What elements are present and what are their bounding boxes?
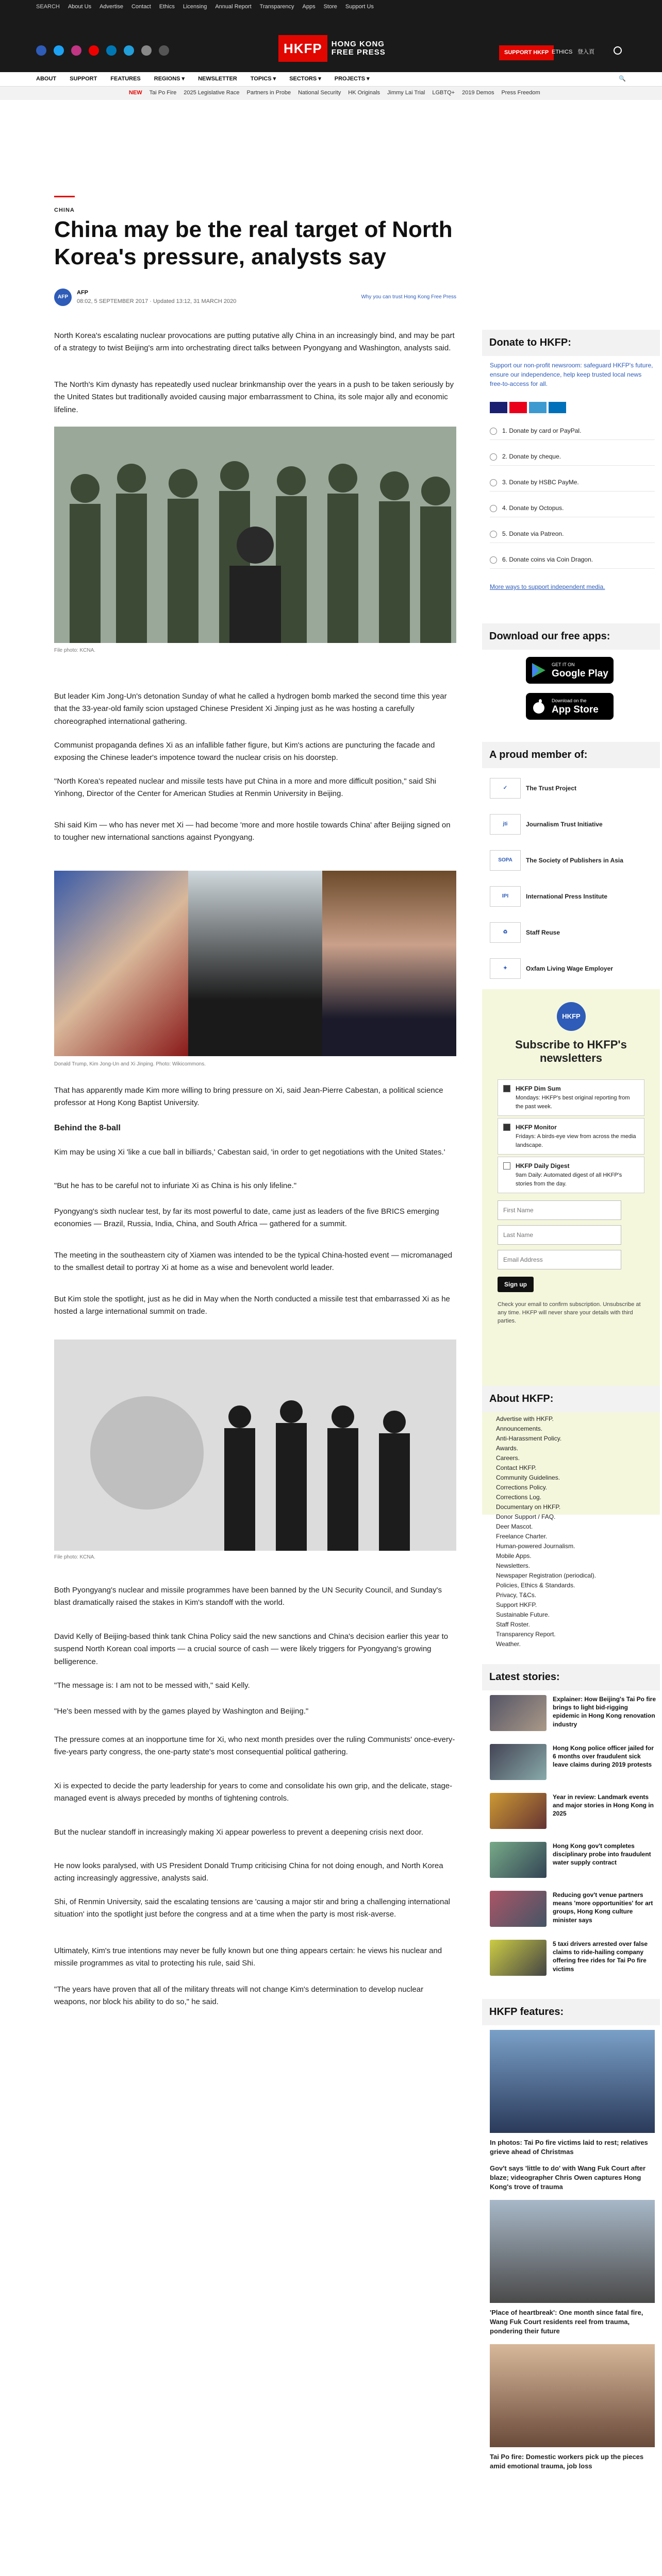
article-paragraph: The meeting in the southeastern city of Xiamen was intended to be the typical China-hosted event — micromanaged to the smallest detail to portray Xi at home as a wise and benevolent world leader. xyxy=(54,1251,453,1273)
mastercard-mini-icon xyxy=(509,402,527,413)
article-paragraph: He now looks paralysed, with US President Donald Trump criticising China for not doing enough, and North Korea acting increasingly aggressive, analysts said. xyxy=(54,1861,443,1883)
story-thumbnail xyxy=(490,1695,547,1731)
badge-caption: Download on the xyxy=(552,698,587,703)
nav-support[interactable]: SUPPORT xyxy=(70,75,97,82)
new-label: NEW xyxy=(129,90,142,96)
badge-caption: GET IT ON xyxy=(552,662,575,667)
publish-date: 08:02, 5 SEPTEMBER 2017 · Updated 13:12, 31 MARCH 2020 xyxy=(77,298,237,304)
trend-link[interactable]: Partners in Probe xyxy=(246,90,291,96)
radio-icon xyxy=(490,556,497,564)
site-logo[interactable] xyxy=(278,35,386,62)
about-link[interactable]: Transparency Report. xyxy=(496,1631,556,1638)
app-store-badge[interactable] xyxy=(526,693,614,720)
donate-option[interactable] xyxy=(490,500,655,517)
about-link[interactable]: Policies, Ethics & Standards. xyxy=(496,1582,575,1589)
nav-topics[interactable]: TOPICS ▾ xyxy=(250,75,276,82)
facebook-icon[interactable] xyxy=(36,45,46,56)
logo-text: HONG KONG FREE PRESS xyxy=(331,39,386,57)
paypal-mini-icon xyxy=(549,402,566,413)
article-paragraph: "He's been messed with by the games played by Washington and Beijing." xyxy=(54,1707,309,1716)
article-paragraph: "The message is: I am not to be messed with," said Kelly. xyxy=(54,1681,250,1690)
about-list xyxy=(490,1414,655,1649)
article-paragraph: But leader Kim Jong-Un's detonation Sunday of what he called a hydrogen bomb marked the second time this year that the 33-year-old family scion upstaged Chinese President Xi Jinping just as he was hosting a carefully choreographed international gathering. xyxy=(54,692,447,726)
story-title: Hong Kong police officer jailed for 6 months over fraudulent sick leave claims during 2019 protests xyxy=(553,1744,654,1769)
threads-icon[interactable] xyxy=(141,45,152,56)
article-paragraph: Shi said Kim — who has never met Xi — had become 'more and more hostile towards China' after Beijing signed on to tougher new international sanctions against Pyongyang. xyxy=(54,821,451,842)
article-paragraph: Kim may be using Xi 'like a cue ball in billiards,' Cabestan said, 'in order to get negotiations with the United States.' xyxy=(54,1148,445,1157)
radio-icon xyxy=(490,453,497,461)
topbar-link-transparency[interactable]: Transparency xyxy=(259,4,294,10)
about-link[interactable]: Newsletters. xyxy=(496,1562,531,1569)
article-paragraph: But the nuclear standoff in increasingly making Xi appear powerless to prevent a deepening crisis next door. xyxy=(54,1828,423,1837)
newsletter-logo: HKFP xyxy=(557,1002,586,1031)
donate-option-label: 2. Donate by cheque. xyxy=(502,453,561,461)
article-paragraph: North Korea's escalating nuclear provocations are putting putative ally China in an increasingly bind, and may be part of a strategy to twist Beijing's arm into orchestrating direct talks between Pyongyang and Washington, analysts said. xyxy=(54,331,455,353)
member-item[interactable] xyxy=(490,850,623,871)
member-item[interactable] xyxy=(490,958,613,979)
story-thumbnail xyxy=(490,1891,547,1927)
about-link[interactable]: Awards. xyxy=(496,1445,519,1452)
trend-link[interactable]: 2019 Demos xyxy=(462,90,494,96)
donate-intro[interactable]: Support our non-profit newsroom: safeguard HKFP's future, ensure our independence, help keep trusted local news free-to-access for all. xyxy=(490,362,653,387)
about-link[interactable]: Staff Roster. xyxy=(496,1621,530,1628)
youtube-icon[interactable] xyxy=(89,45,99,56)
newsletter-desc: Fridays: A birds-eye view from across the media landscape. xyxy=(516,1133,636,1148)
site-header xyxy=(0,14,662,72)
newsletter-name: HKFP Daily Digest xyxy=(516,1162,570,1170)
first-name-field[interactable] xyxy=(498,1200,621,1220)
radio-icon xyxy=(490,531,497,538)
newsletter-option[interactable] xyxy=(498,1118,644,1155)
story-thumbnail xyxy=(490,1744,547,1780)
about-link[interactable]: Privacy, T&Cs. xyxy=(496,1591,537,1599)
language-link[interactable]: 登入頁 xyxy=(577,49,594,55)
article-paragraph: Pyongyang's sixth nuclear test, by far its most powerful to date, came just as leaders of the five BRICS emerging economies — Brazil, Russia, India, China, and South Africa — gathered for a summit. xyxy=(54,1207,439,1229)
topbar-link-store[interactable]: Store xyxy=(323,4,337,10)
soldiers-photo xyxy=(54,427,456,643)
trend-link[interactable]: HK Originals xyxy=(348,90,380,96)
topbar-link-about[interactable]: About Us xyxy=(68,4,92,10)
about-link[interactable]: Donor Support / FAQ. xyxy=(496,1513,556,1520)
topbar-link-advertise[interactable]: Advertise xyxy=(100,4,123,10)
donate-option-label: 4. Donate by Octopus. xyxy=(502,504,564,512)
about-link[interactable]: Community Guidelines. xyxy=(496,1474,560,1481)
members-heading: A proud member of: xyxy=(482,742,660,768)
trust-link[interactable]: Why you can trust Hong Kong Free Press xyxy=(361,294,456,300)
search-icon[interactable] xyxy=(614,46,622,55)
apps-heading: Download our free apps: xyxy=(482,623,660,650)
trend-link[interactable]: National Security xyxy=(298,90,341,96)
email-field[interactable] xyxy=(498,1250,621,1269)
telegram-icon[interactable] xyxy=(124,45,134,56)
member-name: Oxfam Living Wage Employer xyxy=(526,964,613,972)
trump-photo xyxy=(54,871,188,1056)
newsletter-note: Check your email to confirm subscription. Unsubscribe at any time. HKFP will never share your details with third parties. xyxy=(498,1301,641,1324)
google-play-badge[interactable] xyxy=(526,657,614,684)
latest-story[interactable] xyxy=(490,1793,655,1834)
donate-option[interactable] xyxy=(490,474,655,492)
utility-bar xyxy=(0,0,662,14)
donate-option[interactable] xyxy=(490,551,655,569)
article-paragraph: Communist propaganda defines Xi as an infallible father figure, but Kim's actions are puncturing the facade and exposing the Chinese leader's impotence toward the nuclear crisis on his doorstep. xyxy=(54,741,435,762)
donate-option-label: 3. Donate by HSBC PayMe. xyxy=(502,479,579,486)
signup-button[interactable]: Sign up xyxy=(498,1277,534,1292)
topbar-link-annual[interactable]: Annual Report xyxy=(215,4,252,10)
topbar-link-contact[interactable]: Contact xyxy=(131,4,151,10)
radio-icon xyxy=(490,479,497,486)
ipi-icon: IPI xyxy=(490,886,521,907)
about-link[interactable]: Support HKFP. xyxy=(496,1601,537,1608)
member-item[interactable] xyxy=(490,778,576,799)
twitter-icon[interactable] xyxy=(54,45,64,56)
article-paragraph: Both Pyongyang's nuclear and missile programmes have been banned by the UN Security Council, and Sunday's blast dramatically raised the stakes in Kim's standoff with the world. xyxy=(54,1586,442,1607)
nav-search-icon[interactable]: 🔍 xyxy=(619,75,626,82)
donate-option[interactable] xyxy=(490,448,655,466)
member-name: Journalism Trust Initiative xyxy=(526,820,603,828)
newsletter-desc: Mondays: HKFP's best original reporting from the past week. xyxy=(516,1094,630,1110)
byline-text xyxy=(77,289,236,306)
article-paragraph: Xi is expected to decide the party leadership for years to come and consolidate his own grip, and the delicate, stage-managed event is always preceded by months of tightening controls. xyxy=(54,1782,453,1803)
latest-heading: Latest stories: xyxy=(482,1664,660,1690)
about-link[interactable]: Deer Mascot. xyxy=(496,1523,533,1530)
newsletter-name: HKFP Dim Sum xyxy=(516,1085,561,1092)
trend-link[interactable]: LGBTQ+ xyxy=(432,90,455,96)
radio-icon xyxy=(490,505,497,512)
soldiers-illustration xyxy=(54,427,456,643)
google-play-icon xyxy=(532,663,545,677)
member-name: International Press Institute xyxy=(526,892,608,900)
donate-option-label: 1. Donate by card or PayPal. xyxy=(502,427,582,435)
linkedin-icon[interactable] xyxy=(106,45,117,56)
newsletter-title: Subscribe to HKFP's newsletters xyxy=(515,1038,627,1065)
about-link[interactable]: Mobile Apps. xyxy=(496,1552,532,1560)
about-link[interactable]: Announcements. xyxy=(496,1425,543,1432)
newsletter-option[interactable] xyxy=(498,1157,644,1193)
more-ways-link[interactable]: More ways to support independent media. xyxy=(490,583,605,590)
newsletter-option[interactable] xyxy=(498,1079,644,1116)
story-title: Explainer: How Beijing's Tai Po fire brings to light bid-rigging epidemic in Hong Kong renovation industry xyxy=(553,1696,656,1728)
donate-option[interactable] xyxy=(490,422,655,440)
missile-photo xyxy=(54,1340,456,1551)
donate-option-label: 5. Donate via Patreon. xyxy=(502,530,564,538)
nav-features[interactable]: FEATURES xyxy=(110,75,141,82)
member-name: The Trust Project xyxy=(526,784,577,792)
badge-store-name: App Store xyxy=(552,704,599,715)
about-link[interactable]: Advertise with HKFP. xyxy=(496,1415,554,1422)
article-paragraph: Ultimately, Kim's true intentions may never be fully known but one thing appears certain: he views his nuclear and missile programmes as vital to protecting his rule, said Shi. xyxy=(54,1946,442,1968)
trending-bar xyxy=(0,87,662,100)
about-link[interactable]: Freelance Charter. xyxy=(496,1533,548,1540)
article-paragraph: Shi, of Renmin University, said the escalating tensions are 'causing a major stir and bring a challenging international situation' into the spotlight just before the congress and at a time when the party is most risk-averse. xyxy=(54,1897,451,1919)
oxfam-icon: ✦ xyxy=(490,958,521,979)
donate-heading: Donate to HKFP: xyxy=(482,330,660,356)
latest-story[interactable] xyxy=(490,1891,655,1932)
feature-image[interactable] xyxy=(490,2030,655,2133)
member-item[interactable] xyxy=(490,886,607,907)
story-thumbnail xyxy=(490,1842,547,1878)
story-thumbnail xyxy=(490,1940,547,1976)
card-logos xyxy=(490,402,593,413)
article-paragraph: David Kelly of Beijing-based think tank China Policy said the new sanctions and China's decision earlier this year to suspend North Korean coal imports — a crucial source of cash — were likely triggers for Pyongyang's growing belligerence. xyxy=(54,1632,449,1666)
features-heading: HKFP features: xyxy=(482,1999,660,2025)
latest-story[interactable] xyxy=(490,1842,655,1883)
member-item[interactable] xyxy=(490,922,560,943)
story-title: 5 taxi drivers arrested over false claims to ride-hailing company offering free rides for Tai Po fire victims xyxy=(553,1940,648,1973)
checkbox-icon xyxy=(503,1124,510,1131)
radio-icon xyxy=(490,428,497,435)
about-link[interactable]: Careers. xyxy=(496,1454,520,1462)
about-list-inner xyxy=(490,1414,655,1649)
feature-title[interactable]: 'Place of heartbreak': One month since fatal fire, Wang Fuk Court residents reel from trauma, pondering their future xyxy=(490,2309,643,2335)
social-links xyxy=(36,45,169,56)
latest-story[interactable] xyxy=(490,1744,655,1785)
member-item[interactable] xyxy=(490,814,603,835)
photo-caption: Donald Trump, Kim Jong-Un and Xi Jinping. Photo: Wikicommons. xyxy=(54,1061,206,1067)
visa-mini-icon xyxy=(490,402,507,413)
article-paragraph: "The years have proven that all of the military threats will not change Kim's determination to develop nuclear weapons, nor block his ability to do so," he said. xyxy=(54,1985,424,2007)
badge-store-name: Google Play xyxy=(552,668,608,679)
article-paragraph: The pressure comes at an inopportune time for Xi, who next month presides over the ruling Communists' once-every-five-years party congress, the one-party state's most consequential political gathering. xyxy=(54,1735,455,1757)
nav-projects[interactable]: PROJECTS ▾ xyxy=(334,75,370,82)
trend-link[interactable]: 2025 Legislative Race xyxy=(184,90,240,96)
missile-illustration xyxy=(54,1340,456,1551)
xi-photo xyxy=(322,871,456,1056)
main-nav xyxy=(0,72,662,87)
feature-title[interactable]: Tai Po fire: Domestic workers pick up the pieces amid emotional trauma, job loss xyxy=(490,2453,644,2470)
article-paragraph: "But he has to be careful not to infuriate Xi as China is his only lifeline." xyxy=(54,1181,297,1190)
article-headline: China may be the real target of North Korea's pressure, analysts say xyxy=(54,217,453,269)
topbar-link-support[interactable]: Support Us xyxy=(345,4,374,10)
rss-icon[interactable] xyxy=(159,45,169,56)
about-link[interactable]: Anti-Harassment Policy. xyxy=(496,1435,562,1442)
donate-option-label: 6. Donate coins via Coin Dragon. xyxy=(502,556,593,564)
nav-newsletter[interactable]: NEWSLETTER xyxy=(198,75,237,82)
feature-title[interactable]: Gov't says 'little to do' with Wang Fuk Court after blaze; videographer Chris Owen captures Hong Kong's trove of trauma xyxy=(490,2164,646,2191)
checkbox-icon xyxy=(503,1085,510,1092)
about-heading: About HKFP: xyxy=(482,1386,660,1412)
feature-image[interactable] xyxy=(490,2344,655,2447)
about-link[interactable]: Human-powered Journalism. xyxy=(496,1543,575,1550)
member-name: Staff Reuse xyxy=(526,928,560,936)
trend-link[interactable]: Jimmy Lai Trial xyxy=(387,90,425,96)
story-title: Reducing gov't venue partners means 'more opportunities' for art groups, Hong Kong culture minister says xyxy=(553,1891,653,1924)
kicker-rule xyxy=(54,196,75,197)
story-title: Year in review: Landmark events and major stories in Hong Kong in 2025 xyxy=(553,1793,654,1818)
newsletter-desc: 9am Daily: Automated digest of all HKFP's stories from the day. xyxy=(516,1172,622,1187)
feature-title[interactable]: In photos: Tai Po fire victims laid to rest; relatives grieve ahead of Christmas xyxy=(490,2139,648,2156)
staff-reuse-icon: ♻ xyxy=(490,922,521,943)
topbar-link-licensing[interactable]: Licensing xyxy=(183,4,207,10)
jti-icon: jti xyxy=(490,814,521,835)
about-link[interactable]: Newspaper Registration (periodical). xyxy=(496,1572,597,1579)
about-link[interactable]: Documentary on HKFP. xyxy=(496,1503,561,1511)
leaders-photo xyxy=(54,871,456,1056)
apple-icon xyxy=(532,699,545,714)
trend-link[interactable]: Press Freedom xyxy=(501,90,540,96)
nav-regions[interactable]: REGIONS ▾ xyxy=(154,75,185,82)
logo-box: HKFP xyxy=(278,35,327,62)
ethics-link[interactable]: ETHICS xyxy=(552,49,573,55)
member-name: The Society of Publishers in Asia xyxy=(526,856,623,864)
donate-option[interactable] xyxy=(490,526,655,543)
checkbox-icon xyxy=(503,1162,510,1170)
article-paragraph: "North Korea's repeated nuclear and missile tests have put China in a more and more difficult position," said Shi Yinhong, Director of the Center for American Studies at Renmin University in Beijing. xyxy=(54,777,437,799)
feature-image[interactable] xyxy=(490,2200,655,2303)
nav-about[interactable]: ABOUT xyxy=(36,75,57,82)
support-button[interactable]: SUPPORT HKFP xyxy=(499,45,554,60)
topbar-link-ethics[interactable]: Ethics xyxy=(159,4,175,10)
story-thumbnail xyxy=(490,1793,547,1829)
newsletter-name: HKFP Monitor xyxy=(516,1124,557,1131)
about-link[interactable]: Contact HKFP. xyxy=(496,1464,537,1471)
photo-caption: File photo: KCNA. xyxy=(54,1554,96,1560)
search-link[interactable]: SEARCH xyxy=(36,4,60,10)
photo-caption: File photo: KCNA. xyxy=(54,648,96,653)
byline xyxy=(54,284,456,310)
story-title: Hong Kong gov't completes disciplinary probe into fraudulent water supply contract xyxy=(553,1842,651,1867)
amex-mini-icon xyxy=(529,402,547,413)
article-paragraph: That has apparently made Kim more willing to bring pressure on Xi, said Jean-Pierre Cabestan, a political science professor at Hong Kong Baptist University. xyxy=(54,1086,443,1108)
latest-story[interactable] xyxy=(490,1940,655,1981)
nav-sectors[interactable]: SECTORS ▾ xyxy=(289,75,321,82)
sopa-icon: SOPA xyxy=(490,850,521,871)
section-subhead: Behind the 8-ball xyxy=(54,1124,121,1132)
about-link[interactable]: Corrections Log. xyxy=(496,1494,542,1501)
article-paragraph: The North's Kim dynasty has repeatedly used nuclear brinkmanship over the years in a push to be taken seriously by the United States but traditionally avoided causing major embarrassment to China, its sole major ally and economic lifeline. xyxy=(54,380,454,414)
about-link[interactable]: Corrections Policy. xyxy=(496,1484,548,1491)
article-category[interactable]: CHINA xyxy=(54,207,75,213)
about-link[interactable]: Sustainable Future. xyxy=(496,1611,550,1618)
kim-photo xyxy=(188,871,322,1056)
trend-link[interactable]: Tai Po Fire xyxy=(149,90,177,96)
author-name[interactable]: AFP xyxy=(77,289,88,296)
topbar-link-apps[interactable]: Apps xyxy=(302,4,316,10)
latest-story[interactable] xyxy=(490,1695,655,1736)
instagram-icon[interactable] xyxy=(71,45,81,56)
about-link[interactable]: Weather. xyxy=(496,1640,521,1648)
trust-project-icon: ✓ xyxy=(490,778,521,799)
article-paragraph: But Kim stole the spotlight, just as he did in May when the North conducted a missile test that embarrassed Xi as he hosted a large international summit on trade. xyxy=(54,1295,450,1316)
last-name-field[interactable] xyxy=(498,1225,621,1245)
author-avatar: AFP xyxy=(54,289,72,306)
